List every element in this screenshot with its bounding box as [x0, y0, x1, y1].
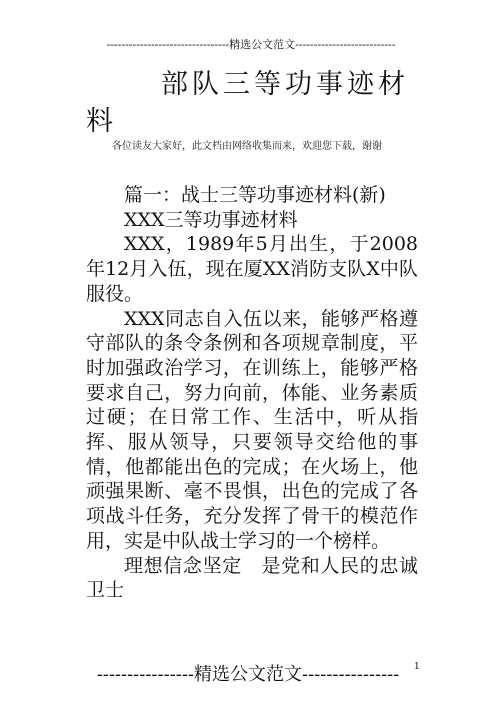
paragraph: XXX，1989年5月出生，于2008年12月入伍，现在厦XX消防支队X中队服役。 — [86, 233, 418, 305]
paragraph: XXX同志自入伍以来，能够严格遵守部队的条令条例和各项规章制度，平时加强政治学习，在训练上，能够严格要求自己，努力向前，体能、业务素质过硬；在日常工作、生活中，听从指挥、服从领导，只要领导交给他的事情，他都能出色的完成；在火场上，他顽强果断、毫不畏惧，出色的完成了各项战斗任务，充分发挥了骨干的模范作用，实是中队战士学习的一个榜样。 — [86, 307, 418, 552]
section-heading: 篇一：战士三等功事迹材料(新) — [124, 184, 386, 206]
subheading: XXX三等功事迹材料 — [124, 208, 298, 231]
paragraph: 理想信念坚定 是党和人民的忠诚卫士 — [86, 554, 418, 602]
page-footer: ----------------精选公文范文---------------- — [96, 664, 400, 685]
document-body — [86, 183, 418, 603]
download-notice: 各位读友大家好，此文档由网络收集而来，欢迎您下载，谢谢 — [112, 141, 382, 152]
page-header: ---------------------------------精选公文范文--------------------------- — [106, 38, 396, 51]
page-number: 1 — [414, 662, 420, 672]
document-title: 部队三等功事迹材料 — [86, 69, 409, 137]
